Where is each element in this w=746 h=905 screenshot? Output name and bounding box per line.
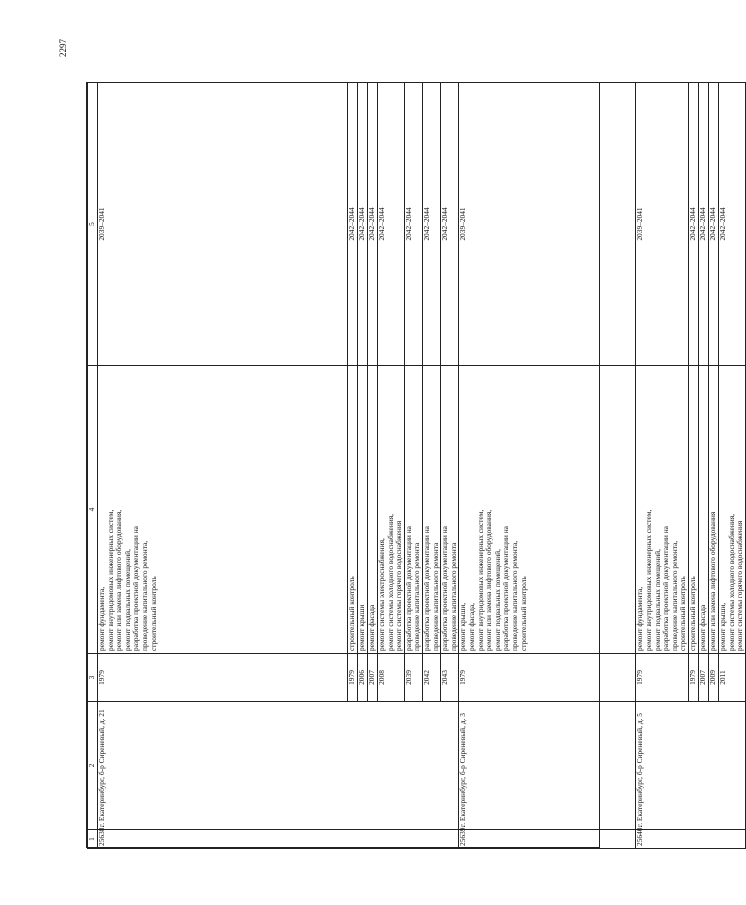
- subrow-period: 2042–2044: [441, 83, 459, 366]
- subrow-year: 2042: [422, 654, 440, 702]
- subrow-period: 2042–2044: [404, 83, 422, 366]
- row-id: 25640.: [636, 830, 745, 849]
- subrow-works: ремонт системы электроснабжения, ремонт системы холодного водоснабжения, ремонт системы горячего водоснабжения: [378, 366, 405, 654]
- subrow-period: 2042–2044: [698, 83, 708, 366]
- header-col-3: 3: [88, 654, 98, 702]
- table-row: [636, 83, 689, 849]
- table-row: [98, 83, 348, 849]
- row-address: г. Екатеринбург, б-р Сиреневый, д. 5: [636, 702, 745, 830]
- subrow-year: 2043: [441, 654, 459, 702]
- subrow-works: ремонт фасада: [698, 366, 708, 654]
- row-address: г. Екатеринбург, б-р Сиреневый, д. 3: [459, 702, 636, 830]
- subrow-year: 1979: [688, 654, 698, 702]
- header-col-1: 1: [88, 830, 98, 849]
- subrow-year: 2009: [708, 654, 718, 702]
- subrow-year: 2006: [358, 654, 368, 702]
- row-year: 1979: [98, 654, 348, 702]
- subrow-period: 2042–2044: [718, 83, 745, 366]
- subrow-period: 2042–2044: [358, 83, 368, 366]
- subrow-period: 2042–2044: [348, 83, 358, 366]
- page-number: 2297: [58, 39, 68, 57]
- header-col-2: 2: [88, 702, 98, 830]
- subrow-year: 2007: [368, 654, 378, 702]
- subrow-year: 2011: [718, 654, 745, 702]
- subrow-period: 2042–2044: [708, 83, 718, 366]
- row-period: 2039–2041: [636, 83, 689, 366]
- subrow-period: 2042–2044: [422, 83, 440, 366]
- row-works: ремонт крыши, ремонт фасада, ремонт внутридомовых инженерных систем, ремонт или замена лифтового оборудования, ремонт подвальных помещений, разработка проектной документации на проведение капитального ремонта, строительный контроль: [459, 366, 636, 654]
- subrow-works: строительный контроль: [348, 366, 358, 654]
- row-address: г. Екатеринбург, б-р Сиреневый, д. 21: [98, 702, 459, 830]
- subrow-works: разработка проектной документации на проведение капитального ремонта: [422, 366, 440, 654]
- header-col-5: 5: [88, 83, 98, 366]
- row-works: ремонт фундамента, ремонт внутридомовых инженерных систем, ремонт подвальных помещений, разработка проектной документации на проведение капитального ремонта, строительный контроль: [636, 366, 689, 654]
- table-row: [459, 83, 636, 849]
- subrow-works: разработка проектной документации на проведение капитального ремонта: [441, 366, 459, 654]
- subrow-year: 2008: [378, 654, 405, 702]
- subrow-works: ремонт крыши, ремонт системы холодного водоснабжения, ремонт системы горячего водоснабжения: [718, 366, 745, 654]
- subrow-year: 2007: [698, 654, 708, 702]
- header-col-4: 4: [88, 366, 98, 654]
- row-id: 25638.: [98, 830, 459, 849]
- repair-schedule-table: [87, 82, 746, 849]
- row-year: 1979: [636, 654, 689, 702]
- row-year: 1979: [459, 654, 636, 702]
- subrow-works: разработка проектной документации на проведение капитального ремонта: [404, 366, 422, 654]
- header-row: [88, 83, 98, 849]
- rotated-table-content: [87, 83, 745, 849]
- subrow-year: 2039: [404, 654, 422, 702]
- subrow-year: 1979: [348, 654, 358, 702]
- subrow-period: 2042–2044: [378, 83, 405, 366]
- row-period: 2039–2041: [98, 83, 348, 366]
- table-body: [98, 83, 746, 849]
- row-period: 2039–2041: [459, 83, 636, 366]
- subrow-period: 2042–2044: [688, 83, 698, 366]
- capital-repair-table: [86, 82, 745, 848]
- row-id: 25639.: [459, 830, 636, 849]
- subrow-works: ремонт фасада: [368, 366, 378, 654]
- subrow-works: ремонт или замена лифтового оборудования: [708, 366, 718, 654]
- subrow-works: ремонт крыши: [358, 366, 368, 654]
- subrow-works: строительный контроль: [688, 366, 698, 654]
- row-works: ремонт фундамента, ремонт внутридомовых инженерных систем, ремонт или замена лифтового оборудования, ремонт подвальных помещений, разработка проектной документации на проведение капитального ремонта, строительный контроль: [98, 366, 348, 654]
- subrow-period: 2042–2044: [368, 83, 378, 366]
